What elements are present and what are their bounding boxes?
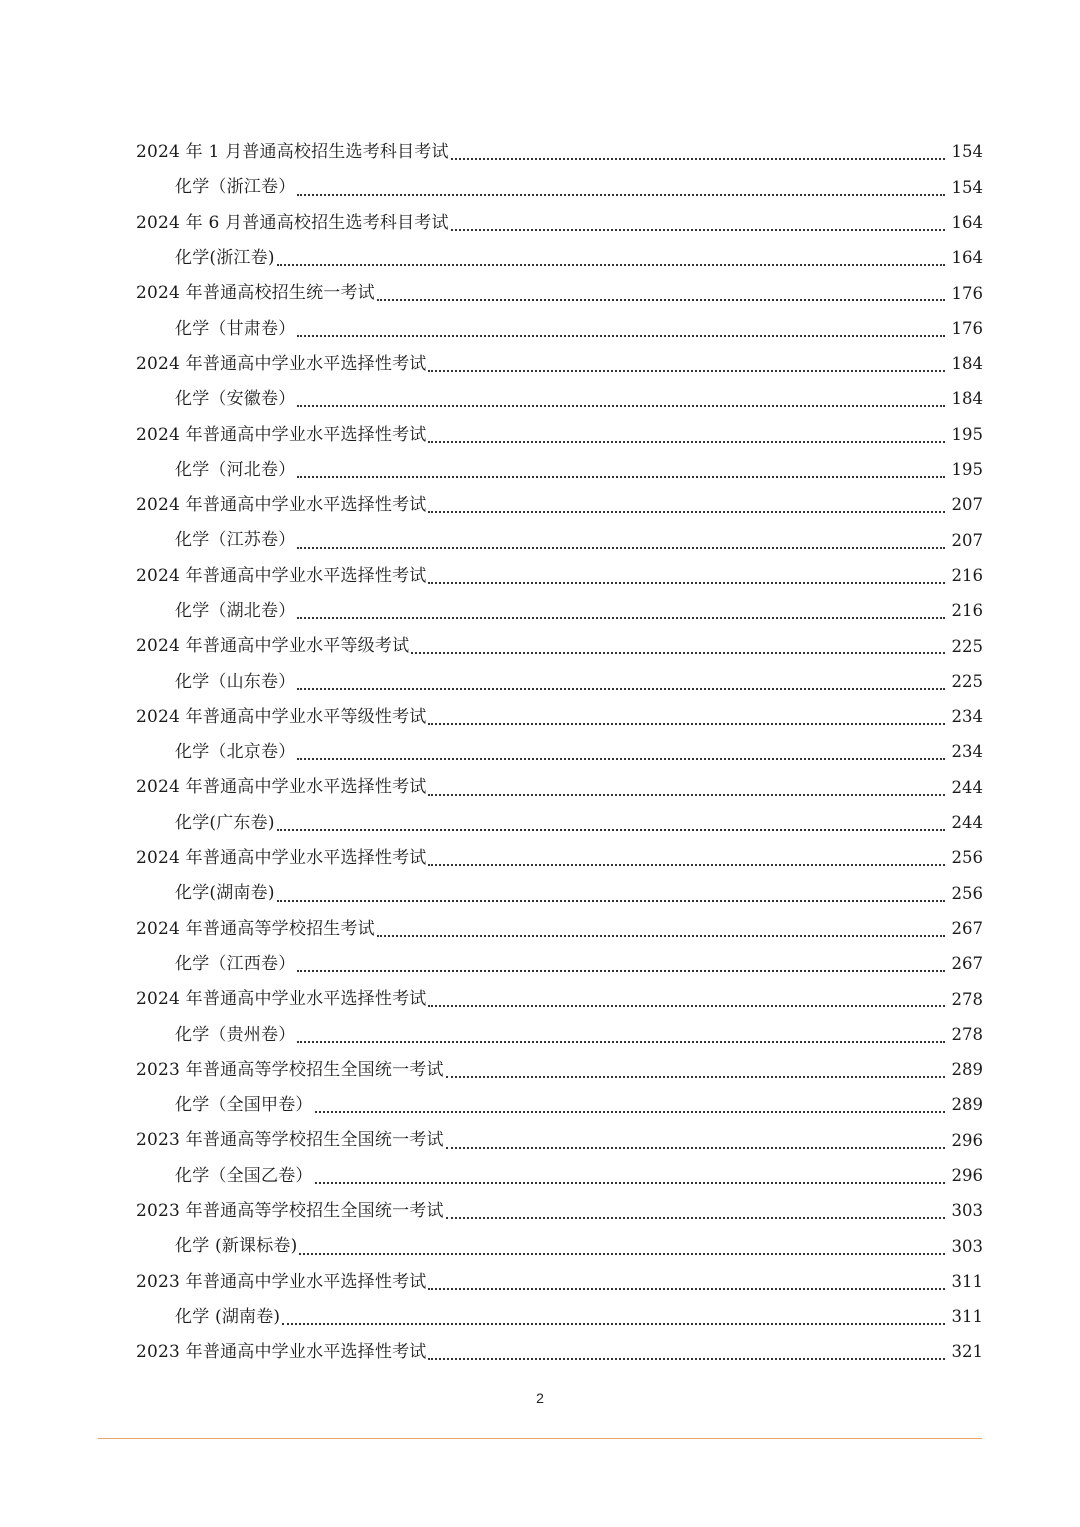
toc-entry-subject[interactable]	[0, 1159, 1080, 1194]
toc-entry-exam[interactable]	[0, 841, 1080, 876]
toc-entry-page: 207	[951, 495, 983, 515]
toc-entry-exam[interactable]	[0, 1194, 1080, 1229]
toc-dot-leader	[297, 193, 945, 196]
toc-entry-title: 2023 年普通高等学校招生全国统一考试	[136, 1201, 444, 1222]
toc-entry-title: 化学（安徽卷）	[175, 389, 296, 410]
toc-dot-leader	[297, 616, 945, 619]
toc-entry-exam[interactable]	[0, 770, 1080, 805]
toc-entry-title: 化学(广东卷)	[175, 812, 275, 833]
toc-entry-title: 2024 年普通高中学业水平选择性考试	[136, 495, 427, 516]
toc-entry-page: 195	[951, 424, 983, 444]
toc-dot-leader	[428, 440, 945, 443]
toc-entry-exam[interactable]	[0, 1123, 1080, 1158]
toc-entry-page: 216	[951, 565, 983, 585]
toc-entry-title: 2024 年普通高中学业水平选择性考试	[136, 353, 427, 374]
toc-entry-title: 化学(浙江卷)	[175, 248, 275, 269]
toc-entry-title: 化学（江苏卷）	[175, 530, 296, 551]
toc-entry-page: 176	[951, 318, 983, 338]
toc-entry-exam[interactable]	[0, 982, 1080, 1017]
toc-entry-subject[interactable]	[0, 523, 1080, 558]
toc-dot-leader	[297, 969, 945, 972]
toc-entry-title: 2024 年普通高中学业水平等级考试	[136, 636, 410, 657]
toc-entry-title: 2023 年普通高等学校招生全国统一考试	[136, 1130, 444, 1151]
toc-dot-leader	[315, 1181, 945, 1184]
toc-entry-subject[interactable]	[0, 241, 1080, 276]
toc-entry-page: 195	[951, 460, 983, 480]
toc-dot-leader	[428, 581, 945, 584]
toc-entry-page: 289	[951, 1095, 983, 1115]
toc-entry-subject[interactable]	[0, 311, 1080, 346]
toc-entry-page: 256	[951, 848, 983, 868]
toc-entry-subject[interactable]	[0, 806, 1080, 841]
toc-dot-leader	[428, 722, 945, 725]
toc-dot-leader	[277, 899, 945, 902]
toc-entry-title: 2024 年普通高中学业水平选择性考试	[136, 565, 427, 586]
toc-entry-subject[interactable]	[0, 170, 1080, 205]
toc-entry-page: 303	[951, 1201, 983, 1221]
toc-entry-title: 2023 年普通高等学校招生全国统一考试	[136, 1059, 444, 1080]
toc-entry-exam[interactable]	[0, 912, 1080, 947]
toc-entry-subject[interactable]	[0, 594, 1080, 629]
toc-entry-page: 244	[951, 813, 983, 833]
toc-dot-leader	[411, 651, 945, 654]
toc-dot-leader	[428, 863, 945, 866]
toc-dot-leader	[428, 510, 945, 513]
toc-entry-page: 303	[951, 1236, 983, 1256]
toc-entry-title: 2024 年普通高中学业水平选择性考试	[136, 989, 427, 1010]
toc-dot-leader	[428, 1004, 945, 1007]
toc-entry-subject[interactable]	[0, 664, 1080, 699]
toc-entry-page: 311	[951, 1271, 983, 1291]
toc-dot-leader	[297, 546, 945, 549]
toc-entry-title: 化学(湖南卷)	[175, 883, 275, 904]
toc-dot-leader	[446, 1075, 945, 1078]
toc-entry-page: 321	[951, 1342, 983, 1362]
toc-entry-title: 2023 年普通高中学业水平选择性考试	[136, 1342, 427, 1363]
toc-dot-leader	[377, 934, 945, 937]
toc-entry-title: 2024 年普通高中学业水平选择性考试	[136, 848, 427, 869]
toc-entry-title: 2024 年 6 月普通高校招生选考科目考试	[136, 212, 449, 233]
toc-entry-title: 化学（河北卷）	[175, 459, 296, 480]
toc-entry-exam[interactable]	[0, 1265, 1080, 1300]
toc-entry-exam[interactable]	[0, 1053, 1080, 1088]
toc-entry-page: 154	[951, 142, 983, 162]
toc-dot-leader	[451, 228, 945, 231]
toc-entry-page: 244	[951, 777, 983, 797]
toc-entry-title: 化学（甘肃卷）	[175, 318, 296, 339]
toc-entry-page: 164	[951, 212, 983, 232]
toc-entry-page: 289	[951, 1060, 983, 1080]
toc-dot-leader	[451, 157, 945, 160]
toc-entry-page: 256	[951, 883, 983, 903]
toc-entry-title: 化学 (湖南卷)	[175, 1306, 281, 1327]
toc-entry-page: 278	[951, 989, 983, 1009]
toc-entry-title: 化学（全国甲卷）	[175, 1095, 313, 1116]
toc-entry-page: 154	[951, 177, 983, 197]
toc-entry-page: 207	[951, 530, 983, 550]
toc-entry-page: 225	[951, 671, 983, 691]
toc-entry-title: 化学（贵州卷）	[175, 1024, 296, 1045]
toc-entry-title: 2024 年普通高校招生统一考试	[136, 283, 375, 304]
toc-entry-exam[interactable]	[0, 700, 1080, 735]
toc-entry-page: 234	[951, 742, 983, 762]
toc-entry-exam[interactable]	[0, 206, 1080, 241]
toc-entry-page: 311	[951, 1307, 983, 1327]
toc-dot-leader	[428, 1287, 945, 1290]
toc-entry-title: 化学（北京卷）	[175, 742, 296, 763]
toc-entry-title: 化学（浙江卷）	[175, 177, 296, 198]
toc-dot-leader	[446, 1146, 945, 1149]
toc-dot-leader	[428, 793, 945, 796]
toc-entry-title: 2024 年普通高中学业水平选择性考试	[136, 777, 427, 798]
toc-dot-leader	[297, 1040, 945, 1043]
toc-entry-subject[interactable]	[0, 453, 1080, 488]
toc-entry-title: 化学 (新课标卷)	[175, 1236, 298, 1257]
toc-dot-leader	[297, 757, 945, 760]
toc-entry-page: 267	[951, 954, 983, 974]
toc-entry-page: 234	[951, 707, 983, 727]
toc-entry-page: 216	[951, 601, 983, 621]
toc-entry-exam[interactable]	[0, 488, 1080, 523]
toc-entry-exam[interactable]	[0, 135, 1080, 170]
toc-entry-exam[interactable]	[0, 1335, 1080, 1370]
page-number: 2	[536, 1390, 544, 1406]
toc-entry-exam[interactable]	[0, 276, 1080, 311]
toc-dot-leader	[277, 828, 945, 831]
toc-entry-page: 184	[951, 389, 983, 409]
toc-entry-page: 225	[951, 636, 983, 656]
table-of-contents	[0, 135, 1080, 1370]
toc-dot-leader	[299, 1252, 945, 1255]
footer-rule	[98, 1438, 982, 1439]
toc-dot-leader	[315, 1110, 945, 1113]
toc-entry-exam[interactable]	[0, 417, 1080, 452]
toc-dot-leader	[297, 404, 945, 407]
toc-entry-page: 278	[951, 1024, 983, 1044]
toc-entry-subject[interactable]	[0, 1017, 1080, 1052]
toc-entry-title: 化学（江西卷）	[175, 953, 296, 974]
toc-dot-leader	[446, 1216, 945, 1219]
toc-entry-subject[interactable]	[0, 1229, 1080, 1264]
toc-entry-title: 2024 年普通高中学业水平选择性考试	[136, 424, 427, 445]
toc-entry-title: 2024 年普通高中学业水平等级性考试	[136, 706, 427, 727]
toc-dot-leader	[282, 1322, 945, 1325]
toc-entry-page: 176	[951, 283, 983, 303]
toc-entry-subject[interactable]	[0, 382, 1080, 417]
toc-dot-leader	[297, 334, 945, 337]
toc-entry-exam[interactable]	[0, 629, 1080, 664]
toc-entry-subject[interactable]	[0, 735, 1080, 770]
toc-entry-title: 化学（山东卷）	[175, 671, 296, 692]
toc-entry-subject[interactable]	[0, 947, 1080, 982]
toc-entry-title: 2023 年普通高中学业水平选择性考试	[136, 1271, 427, 1292]
toc-entry-subject[interactable]	[0, 876, 1080, 911]
toc-entry-exam[interactable]	[0, 559, 1080, 594]
toc-entry-page: 184	[951, 354, 983, 374]
toc-dot-leader	[297, 687, 945, 690]
toc-entry-page: 296	[951, 1166, 983, 1185]
toc-entry-title: 化学（湖北卷）	[175, 601, 296, 621]
toc-entry-page: 267	[951, 918, 983, 938]
toc-entry-exam[interactable]	[0, 347, 1080, 382]
toc-dot-leader	[277, 263, 945, 266]
toc-entry-page: 296	[951, 1130, 983, 1150]
toc-entry-title: 2024 年普通高等学校招生考试	[136, 918, 375, 939]
toc-entry-title: 化学（全国乙卷）	[175, 1165, 313, 1186]
toc-dot-leader	[377, 298, 945, 301]
toc-entry-subject[interactable]	[0, 1088, 1080, 1123]
toc-entry-subject[interactable]	[0, 1300, 1080, 1335]
toc-entry-title: 2024 年 1 月普通高校招生选考科目考试	[136, 142, 449, 163]
toc-dot-leader	[428, 1357, 945, 1360]
toc-entry-page: 164	[951, 248, 983, 268]
toc-dot-leader	[297, 475, 945, 478]
toc-dot-leader	[428, 369, 945, 372]
